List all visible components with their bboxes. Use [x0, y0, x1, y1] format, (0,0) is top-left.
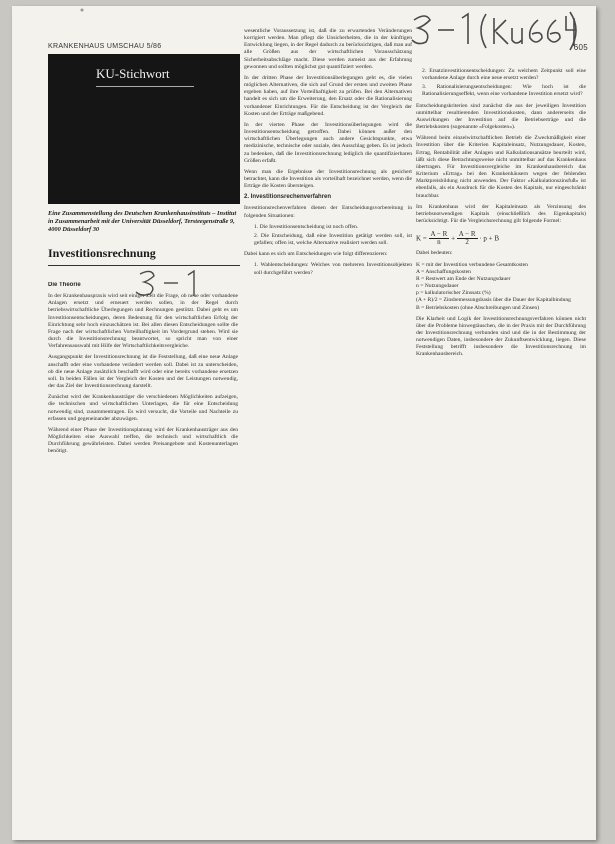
formula-lhs: K [416, 234, 422, 243]
definition-item: n = Nutzungsdauer [416, 283, 459, 290]
list-item: 1. Wahlentscheidungen: Welches von mehreren Investitionsobjekten soll durchgeführt werden? [254, 262, 412, 276]
cost-formula: K = $\frac{A - R}{n}$ + $\frac{A - R}{2}$ · p + B [416, 230, 500, 247]
paragraph: Zunächst wird der Krankenhausträger die verschiedenen Möglichkeiten aufzeigen, die technischen und wirtschaftlichen Unterlagen, die für eine Entscheidung notwendig sind, zusammentragen. Es wird versucht, die Vorteile und Nachteile zu erfassen und gegeneinander abzuwägen. [48, 394, 238, 422]
paragraph: Dabei kann es sich um Entscheidungen wie folgt differenzieren: [244, 251, 388, 258]
paragraph: Während einer Phase der Investitionsplanung wird der Krankenhausträger aus den Möglichkeiten eine Auswahl treffen, die technisch und wirtschaftlich die Durchführung gewährleisten. Dabei werden Preisangebote und Kostenunterlagen benötigt. [48, 426, 238, 455]
column-2 [244, 28, 412, 798]
paragraph: Wenn man die Ergebnisse der Investitionsrechnung als gesichert betrachtet, kann die Investition als vorteilhaft bezeichnet werden, wenn die Erträge die Kosten übersteigen. [244, 168, 412, 190]
definitions-list [416, 262, 586, 312]
numbered-list [244, 262, 412, 276]
paragraph: Investitionsrechenverfahren dienen der Entscheidungsvorbereitung in folgenden Situationen: [244, 205, 412, 219]
list-item: 2. Die Entscheidung, daß eine Investition getätigt werden soll, ist gefallen; offen ist, welche Alternative realisiert werden soll. [254, 232, 412, 247]
section-heading: Die Theorie [48, 282, 81, 288]
paragraph: Im Krankenhaus wird der Kapitaleinsatz als Verzinsung des betriebsnotwendigen Kapitals (einschließlich des Eigenkapitals) berücksichtigt. Für die Vergleichsrechnung gilt folgende Formel: [416, 203, 586, 224]
running-header: KRANKENHAUS UMSCHAU 5/86 [48, 43, 162, 50]
handwritten-archive-number [410, 10, 580, 52]
source-note: Eine Zusammenstellung des Deutschen Krankenhausinstituts – Institut in Zusammenarbeit mit der Universität Düsseldorf, Tersteegenstraße 9, 4000 Düsseldorf 30 [48, 210, 237, 233]
numbered-list [244, 224, 412, 247]
definition-item: K = mit der Investition verbundene Gesamtkosten [416, 261, 528, 268]
paper-mark [52, 6, 112, 14]
banner-rule [96, 86, 194, 87]
banner-title: KU-Stichwort [96, 66, 170, 81]
article-title: Investitionsrechnung [48, 246, 240, 266]
formula-tail: · p + B [479, 234, 500, 243]
column-1 [48, 282, 238, 838]
definition-item: A = Anschaffungskosten [416, 268, 471, 275]
paragraph: Entscheidungskriterien sind zunächst die aus der jeweiligen Investition unmittelbar resultierenden Investitionskosten, dann andererseits die Auswirkungen der Investition auf die Betriebserträge und die Betriebskosten (sogenannte »Folgekosten«). [416, 102, 586, 131]
paragraph: Während beim einzelwirtschaftlichen Betrieb die Zweckmäßigkeit einer Investition über die Kriterien Kapitaleinsatz, Nutzungsdauer, Kosten, Ertrag, Rentabilität aller Anlagen und Kalkulationsansätze beurteilt wird, läßt sich diese Betrachtungsweise nicht unmittelbar auf das Krankenhaus übertragen. Für Investitionsvergleiche im Krankenhausbereich das Kriterium »Ertrag« bei den Krankenhäusern wegen der fehlenden Marktpreisbildung nicht anwenden. Der Faktor »Kalkulationszinsfuß« ist ebenfalls, als ein Ausdruck für die Kosten des Kapitals, nur eingeschränkt brauchbar. [416, 135, 586, 199]
paragraph: In der vierten Phase der Investitionsüberlegungen wird die Investitionsentscheidung getroffen. Dabei können außer den wirtschaftlichen Überlegungen auch andere Gesichtspunkte, etwa medizinische, technische oder soziale, den Ausschlag geben. Es ist jedoch zu bedenken, daß die Investitionsrechnung lediglich die quantifizierbaren Größen erfaßt. [244, 121, 412, 164]
section-heading: 2. Investitionsrechenverfahren [244, 194, 332, 201]
definition-item: (A + R)/2 = Zinsbemessungsbasis über die Dauer der Kapitalbindung [416, 297, 571, 304]
document-page [12, 6, 596, 840]
list-item: 3. Rationalisierungsentscheidungen: Wie hoch ist die Rationalisierungseffekt, wenn eine vorhandene Investition ersetzt wird? [422, 84, 586, 98]
formula-fraction-1: $\frac{A - R}{n}$ [430, 230, 448, 247]
list-item: 1. Die Investitionsentscheidung ist noch offen. [254, 223, 359, 230]
definition-item: R = Restwert am Ende der Nutzungsdauer [416, 275, 511, 282]
paragraph: Die Klarheit und Logik der Investitionsrechnungsverfahren können nicht über die Probleme hinwegtäuschen, die in der Praxis mit der Durchführung der Investitionsrechnung verbunden sind und die in der Bestimmung der notwendigen Daten, insbesondere der Zukunftsentwicklung, liegen. Diese Feststellung betrifft insbesondere die Investitionsrechnung im Krankenhausbereich. [416, 315, 586, 358]
paragraph: In der Krankenhauspraxis wird seit einiger Zeit die Frage, ob neue oder vorhandene Anlagen ersetzt und erneuert werden sollen, in der Regel durch betriebswirtschaftliche Überlegungen und Rechnungen gestützt. Dabei geht es um Investitionsentscheidungen, deren Bedeutung für den wirtschaftlichen Erfolg der Einrichtung sehr hoch einzuschätzen ist. Bei allen diesen Entscheidungen sollte die Frage nach der wirtschaftlichen Vorteilhaftigkeit im Vordergrund stehen. Wird sie durch die Investitionsrechnung beantwortet, so spricht man von einer Verfahrensauswahl mit Hilfe der Wirtschaftlichkeitsvergleiche. [48, 293, 238, 350]
definitions-heading: Dabei bedeuten: [416, 250, 453, 257]
page-number: 605 [573, 43, 588, 52]
numbered-list [416, 68, 586, 99]
definition-item: p = kalkulatorischer Zinssatz (%) [416, 290, 491, 297]
paragraph: Ausgangspunkt der Investitionsrechnung ist die Feststellung, daß eine neue Anlage anschafft oder eine vorhandene verändert werden soll. Dabei ist zu unterscheiden, ob die neue Anlage zusätzlich beschafft wird oder eine bereits vorhandene ersetzen soll. In beiden Fällen ist der Vergleich der Kosten und der Leistungen notwendig, der das Ziel der Investitionsrechnung darstellt. [48, 354, 238, 390]
column-3 [416, 68, 586, 808]
list-item: 2. Ersatzinvestitionsentscheidungen: Zu welchem Zeitpunkt soll eine vorhandene Anlage durch eine neue ersetzt werden? [422, 68, 586, 82]
paragraph: In der dritten Phase der Investitionsüberlegungen geht es, die vielen möglichen Alternativen, die sich auf Grund der ersten und zweiten Phase ergeben haben, auf ihre Vorteilhaftigkeit zu prüfen. Bei den Alternativen handelt es sich um die Erweiterung, den Ersatz oder die Rationalisierung vorhandener Einrichtungen. Für die Entscheidung ist der Vergleich der Kosten und der Erträge maßgebend. [244, 74, 412, 117]
paragraph: wesentliche Voraussetzung ist, daß die zu erwartenden Veränderungen korrigiert werden. Man pflegt die Unsicherheiten, die in der künftigen Entwicklung liegen, in der Regel dadurch zu berücksichtigen, daß man auf alle Größen aus der wirtschaftlichen Vorausschätzung Sicherheitsabschläge macht. Diese werden zumeist aus der Erfahrung gewonnen und sollten möglichst gut quantifiziert werden. [244, 28, 412, 70]
formula-fraction-2: $\frac{A - R}{2}$ [458, 230, 476, 247]
definition-item: B = Betriebskosten (ohne Abschreibungen und Zinsen) [416, 304, 540, 311]
